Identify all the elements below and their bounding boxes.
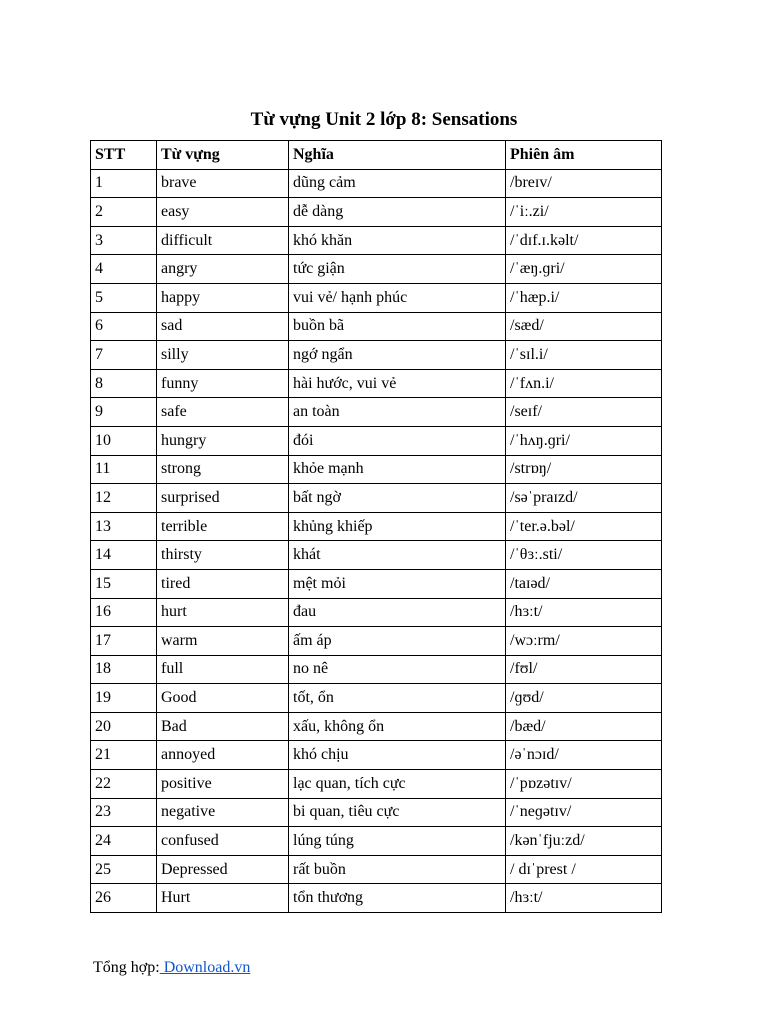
- header-word: Từ vựng: [157, 141, 289, 170]
- cell-pronunciation: /səˈpraɪzd/: [506, 484, 662, 513]
- table-row: [91, 712, 662, 741]
- table-row: [91, 398, 662, 427]
- cell-pronunciation: /breɪv/: [506, 169, 662, 198]
- cell-meaning: tốt, ổn: [289, 684, 506, 713]
- cell-stt: 9: [91, 398, 157, 427]
- cell-stt: 22: [91, 770, 157, 799]
- cell-meaning: bất ngờ: [289, 484, 506, 513]
- footer-label: Tổng hợp:: [93, 959, 160, 976]
- cell-word: strong: [157, 455, 289, 484]
- cell-stt: 23: [91, 798, 157, 827]
- cell-stt: 2: [91, 198, 157, 227]
- cell-meaning: khủng khiếp: [289, 512, 506, 541]
- page-title: Từ vựng Unit 2 lớp 8: Sensations: [250, 109, 518, 130]
- cell-stt: 12: [91, 484, 157, 513]
- cell-word: hungry: [157, 426, 289, 455]
- table-body: [91, 169, 662, 912]
- cell-pronunciation: /hɜːt/: [506, 884, 662, 913]
- cell-pronunciation: /bæd/: [506, 712, 662, 741]
- table-row: [91, 569, 662, 598]
- cell-pronunciation: /kənˈfjuːzd/: [506, 827, 662, 856]
- cell-pronunciation: /ˈdɪf.ɪ.kəlt/: [506, 226, 662, 255]
- cell-word: surprised: [157, 484, 289, 513]
- table-row: [91, 226, 662, 255]
- cell-word: tired: [157, 569, 289, 598]
- table-row: [91, 283, 662, 312]
- table-row: [91, 798, 662, 827]
- cell-pronunciation: /ˈhæp.i/: [506, 283, 662, 312]
- cell-pronunciation: /hɜːt/: [506, 598, 662, 627]
- table-row: [91, 855, 662, 884]
- table-row: [91, 484, 662, 513]
- cell-pronunciation: /ˈfʌn.i/: [506, 369, 662, 398]
- table-row: [91, 512, 662, 541]
- cell-word: annoyed: [157, 741, 289, 770]
- cell-meaning: tức giận: [289, 255, 506, 284]
- table-row: [91, 827, 662, 856]
- cell-word: warm: [157, 627, 289, 656]
- cell-word: confused: [157, 827, 289, 856]
- header-stt: STT: [91, 141, 157, 170]
- cell-pronunciation: /seɪf/: [506, 398, 662, 427]
- cell-word: negative: [157, 798, 289, 827]
- cell-stt: 21: [91, 741, 157, 770]
- cell-stt: 6: [91, 312, 157, 341]
- cell-stt: 26: [91, 884, 157, 913]
- cell-stt: 11: [91, 455, 157, 484]
- download-link[interactable]: Download.vn: [159, 959, 251, 976]
- cell-meaning: đau: [289, 598, 506, 627]
- cell-stt: 24: [91, 827, 157, 856]
- cell-pronunciation: /strɒŋ/: [506, 455, 662, 484]
- cell-stt: 8: [91, 369, 157, 398]
- cell-pronunciation: /sæd/: [506, 312, 662, 341]
- cell-stt: 3: [91, 226, 157, 255]
- cell-stt: 17: [91, 627, 157, 656]
- table-row: [91, 369, 662, 398]
- table-row: [91, 455, 662, 484]
- cell-stt: 18: [91, 655, 157, 684]
- table-row: [91, 426, 662, 455]
- cell-word: Hurt: [157, 884, 289, 913]
- cell-stt: 20: [91, 712, 157, 741]
- cell-meaning: buồn bã: [289, 312, 506, 341]
- table-row: [91, 741, 662, 770]
- cell-word: Bad: [157, 712, 289, 741]
- cell-meaning: ngớ ngẩn: [289, 341, 506, 370]
- cell-meaning: khó khăn: [289, 226, 506, 255]
- cell-pronunciation: /taɪəd/: [506, 569, 662, 598]
- cell-word: easy: [157, 198, 289, 227]
- cell-pronunciation: /ˈneɡətɪv/: [506, 798, 662, 827]
- footer: [93, 958, 250, 978]
- table-row: [91, 884, 662, 913]
- cell-pronunciation: /ˈæŋ.ɡri/: [506, 255, 662, 284]
- cell-meaning: ấm áp: [289, 627, 506, 656]
- cell-word: angry: [157, 255, 289, 284]
- header-meaning: Nghĩa: [289, 141, 506, 170]
- cell-stt: 1: [91, 169, 157, 198]
- cell-word: sad: [157, 312, 289, 341]
- cell-word: happy: [157, 283, 289, 312]
- table-row: [91, 255, 662, 284]
- cell-word: difficult: [157, 226, 289, 255]
- cell-pronunciation: /fʊl/: [506, 655, 662, 684]
- cell-meaning: rất buồn: [289, 855, 506, 884]
- cell-meaning: lạc quan, tích cực: [289, 770, 506, 799]
- cell-pronunciation: /ˈiː.zi/: [506, 198, 662, 227]
- cell-pronunciation: /ˈθɜː.sti/: [506, 541, 662, 570]
- cell-meaning: khỏe mạnh: [289, 455, 506, 484]
- cell-word: safe: [157, 398, 289, 427]
- table-row: [91, 655, 662, 684]
- table-row: [91, 341, 662, 370]
- cell-word: brave: [157, 169, 289, 198]
- cell-word: Depressed: [157, 855, 289, 884]
- cell-pronunciation: /ˈpɒzətɪv/: [506, 770, 662, 799]
- cell-word: silly: [157, 341, 289, 370]
- cell-stt: 13: [91, 512, 157, 541]
- table-row: [91, 627, 662, 656]
- cell-stt: 16: [91, 598, 157, 627]
- cell-stt: 7: [91, 341, 157, 370]
- cell-stt: 14: [91, 541, 157, 570]
- cell-meaning: tổn thương: [289, 884, 506, 913]
- table-header-row: [91, 141, 662, 170]
- cell-meaning: vui vẻ/ hạnh phúc: [289, 283, 506, 312]
- cell-pronunciation: /ˈsɪl.i/: [506, 341, 662, 370]
- cell-stt: 19: [91, 684, 157, 713]
- cell-word: terrible: [157, 512, 289, 541]
- cell-pronunciation: /ˈhʌŋ.ɡri/: [506, 426, 662, 455]
- table-row: [91, 169, 662, 198]
- table-row: [91, 770, 662, 799]
- cell-meaning: no nê: [289, 655, 506, 684]
- cell-pronunciation: /əˈnɔɪd/: [506, 741, 662, 770]
- cell-word: hurt: [157, 598, 289, 627]
- cell-word: Good: [157, 684, 289, 713]
- cell-stt: 25: [91, 855, 157, 884]
- cell-word: full: [157, 655, 289, 684]
- cell-stt: 4: [91, 255, 157, 284]
- cell-stt: 15: [91, 569, 157, 598]
- table-row: [91, 541, 662, 570]
- cell-meaning: bi quan, tiêu cực: [289, 798, 506, 827]
- cell-meaning: khát: [289, 541, 506, 570]
- table-row: [91, 312, 662, 341]
- cell-meaning: đói: [289, 426, 506, 455]
- header-pronunciation: Phiên âm: [506, 141, 662, 170]
- vocabulary-table: [90, 140, 662, 913]
- cell-meaning: lúng túng: [289, 827, 506, 856]
- cell-meaning: dũng cảm: [289, 169, 506, 198]
- cell-meaning: an toàn: [289, 398, 506, 427]
- cell-meaning: khó chịu: [289, 741, 506, 770]
- cell-meaning: xấu, không ổn: [289, 712, 506, 741]
- cell-pronunciation: / dɪˈprest /: [506, 855, 662, 884]
- cell-stt: 5: [91, 283, 157, 312]
- table-row: [91, 598, 662, 627]
- cell-pronunciation: /ɡʊd/: [506, 684, 662, 713]
- cell-pronunciation: /ˈter.ə.bəl/: [506, 512, 662, 541]
- cell-meaning: hài hước, vui vẻ: [289, 369, 506, 398]
- cell-word: positive: [157, 770, 289, 799]
- cell-pronunciation: /wɔːrm/: [506, 627, 662, 656]
- table-row: [91, 684, 662, 713]
- cell-meaning: mệt mỏi: [289, 569, 506, 598]
- cell-stt: 10: [91, 426, 157, 455]
- cell-meaning: dễ dàng: [289, 198, 506, 227]
- cell-word: thirsty: [157, 541, 289, 570]
- cell-word: funny: [157, 369, 289, 398]
- table-row: [91, 198, 662, 227]
